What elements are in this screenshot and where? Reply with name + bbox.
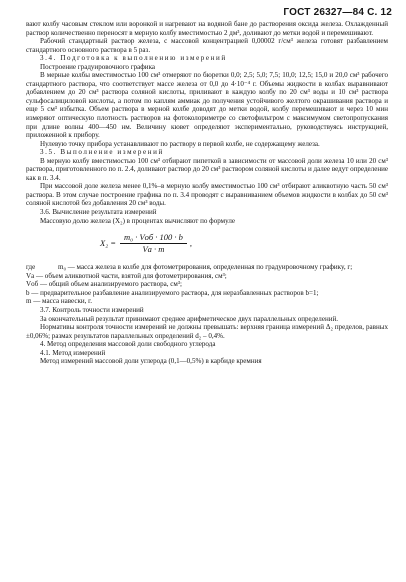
definition-text: — предварительное разбавление анализируемого раствора, для неразбавленных растворов b=1; bbox=[31, 288, 319, 297]
definition-symbol: Vа bbox=[26, 271, 35, 280]
paragraph-continuation: вают колбу часовым стеклом или воронкой и нагревают на водяной бане до растворения оксида железа. Охлажденный раствор количественно переносят в мерную колбу вместимостью 2 дм³, доливают до метки водой и перемешивают. bbox=[26, 20, 388, 37]
formula-x2 bbox=[100, 233, 388, 253]
definition-text: — масса навески, г. bbox=[33, 297, 93, 306]
definition-symbol: b bbox=[26, 288, 30, 297]
definition-row bbox=[26, 297, 388, 306]
section-3-5-heading: 3.5. Выполнение измерений bbox=[40, 148, 164, 157]
paragraph-zero-point: Нулевую точку прибора устанавливают по раствору в первой колбе, не содержащему железа. bbox=[40, 139, 320, 148]
definition-row bbox=[26, 263, 388, 272]
section-3-4-heading: 3.4. Подготовка к выполнению измерений bbox=[40, 54, 227, 63]
paragraph-working-solution: Рабочий стандартный раствор железа, с массовой концентрацией 0,00002 г/см³ железа готовят разбавлением стандартного основного раствора в 5 раз. bbox=[26, 37, 388, 54]
definition-row bbox=[26, 272, 388, 281]
paragraph-measurement: В мерную колбу вместимостью 100 см³ отбирают пипеткой в зависимости от массовой доли железа 10 или 20 см³ раствора, приготовленного по п. 2.4, доливают раствор до 20 см³ раствором соляной кислоты и далее ведут определение как в п. 3.4. bbox=[26, 156, 388, 182]
paragraph-accuracy-norms: Нормативы контроля точности измерений не должны превышать: верхняя граница измерений Δ₂ пределов, равных ±0,06%; размах результатов параллельных определений d₂ – 0,4%. bbox=[26, 323, 388, 340]
definition-symbol: m₀ bbox=[58, 263, 66, 272]
page-header: ГОСТ 26327—84 С. 12 bbox=[283, 7, 392, 18]
definition-row bbox=[26, 280, 388, 289]
paragraph-method: Метод измерений массовой доли углерода (0,1—0,5%) в карбиде кремния bbox=[40, 357, 262, 366]
formula-lhs: X₂ = bbox=[100, 237, 117, 248]
section-4-1-heading: 4.1. Метод измерений bbox=[40, 348, 106, 357]
variable-definitions bbox=[26, 263, 388, 306]
subheading-calibration-graph: Построение градуировочного графика bbox=[40, 62, 156, 71]
definition-symbol: m bbox=[26, 297, 32, 306]
paragraph-final-result: За окончательный результат принимают среднее арифметическое двух параллельных определений. bbox=[40, 314, 339, 323]
formula-denominator: Vа · m bbox=[142, 243, 165, 254]
formula-fraction bbox=[120, 233, 187, 253]
paragraph-calibration-procedure: В мерные колбы вместимостью 100 см³ отмеряют по бюретки 0,0; 2,5; 5,0; 7,5; 10,0; 12,5; 15,0 и 20,0 см³ рабочего стандартного раствора, что соответствует массе железа от 0,0 до 4·10⁻⁴ г. Объемы жидкости в колбах выравнивают добавлением до 20 см³ раствора соляной кислоты, приливают в каждую колбу по 20 см³ воды и 10 см³ раствора сульфосалициловой кислоты, а потом по каплям аммиак до получения устойчивого желтого окрашивания раствора и еще 5 см³ избытка. Объем раствора в мерной колбе доводят до метки водой, колбу перемешивают и через 10 мин измеряют оптическую плотность растворов на фотоколориметре со светофильтром с максимумом светопропускания при длине волны 400—450 нм. Величину кювет определяют экспериментально, руководствуясь инструкцией, приложенной к прибору. bbox=[26, 71, 388, 140]
definition-text: — общий объем анализируемого раствора, см³; bbox=[39, 280, 182, 289]
definition-where: где bbox=[26, 263, 36, 272]
definition-text: — объем аликвотной части, взятой для фотометрирования, см³; bbox=[35, 271, 227, 280]
paragraph-low-iron: При массовой доле железа менее 0,1%–в мерную колбу вместимостью 100 см³ отбирают аликвотную часть 50 см³ раствора. В этом случае построение графика по п. 3.4 проводят с выравниванием объемов жидкости в колбах до 50 см³ соляной кислотой без добавления 20 см³ воды. bbox=[26, 182, 388, 208]
definition-text: — масса железа в колбе для фотометрирования, определенная по градуировочному графику, г; bbox=[67, 263, 353, 272]
formula-tail: , bbox=[189, 237, 192, 248]
formula-numerator: m₀ · Vоб · 100 · b bbox=[120, 233, 187, 244]
definition-row bbox=[26, 289, 388, 298]
paragraph-formula-intro: Массовую долю железа (X₂) в процентах вычисляют по формуле bbox=[40, 216, 235, 225]
definition-symbol: Vоб bbox=[26, 280, 39, 289]
section-3-7-heading: 3.7. Контроль точности измерений bbox=[40, 305, 144, 314]
document-body bbox=[26, 20, 388, 366]
section-4-heading: 4. Метод определения массовой доли свободного углерода bbox=[40, 340, 216, 349]
section-3-6-heading: 3.6. Вычисление результата измерений bbox=[40, 208, 157, 217]
